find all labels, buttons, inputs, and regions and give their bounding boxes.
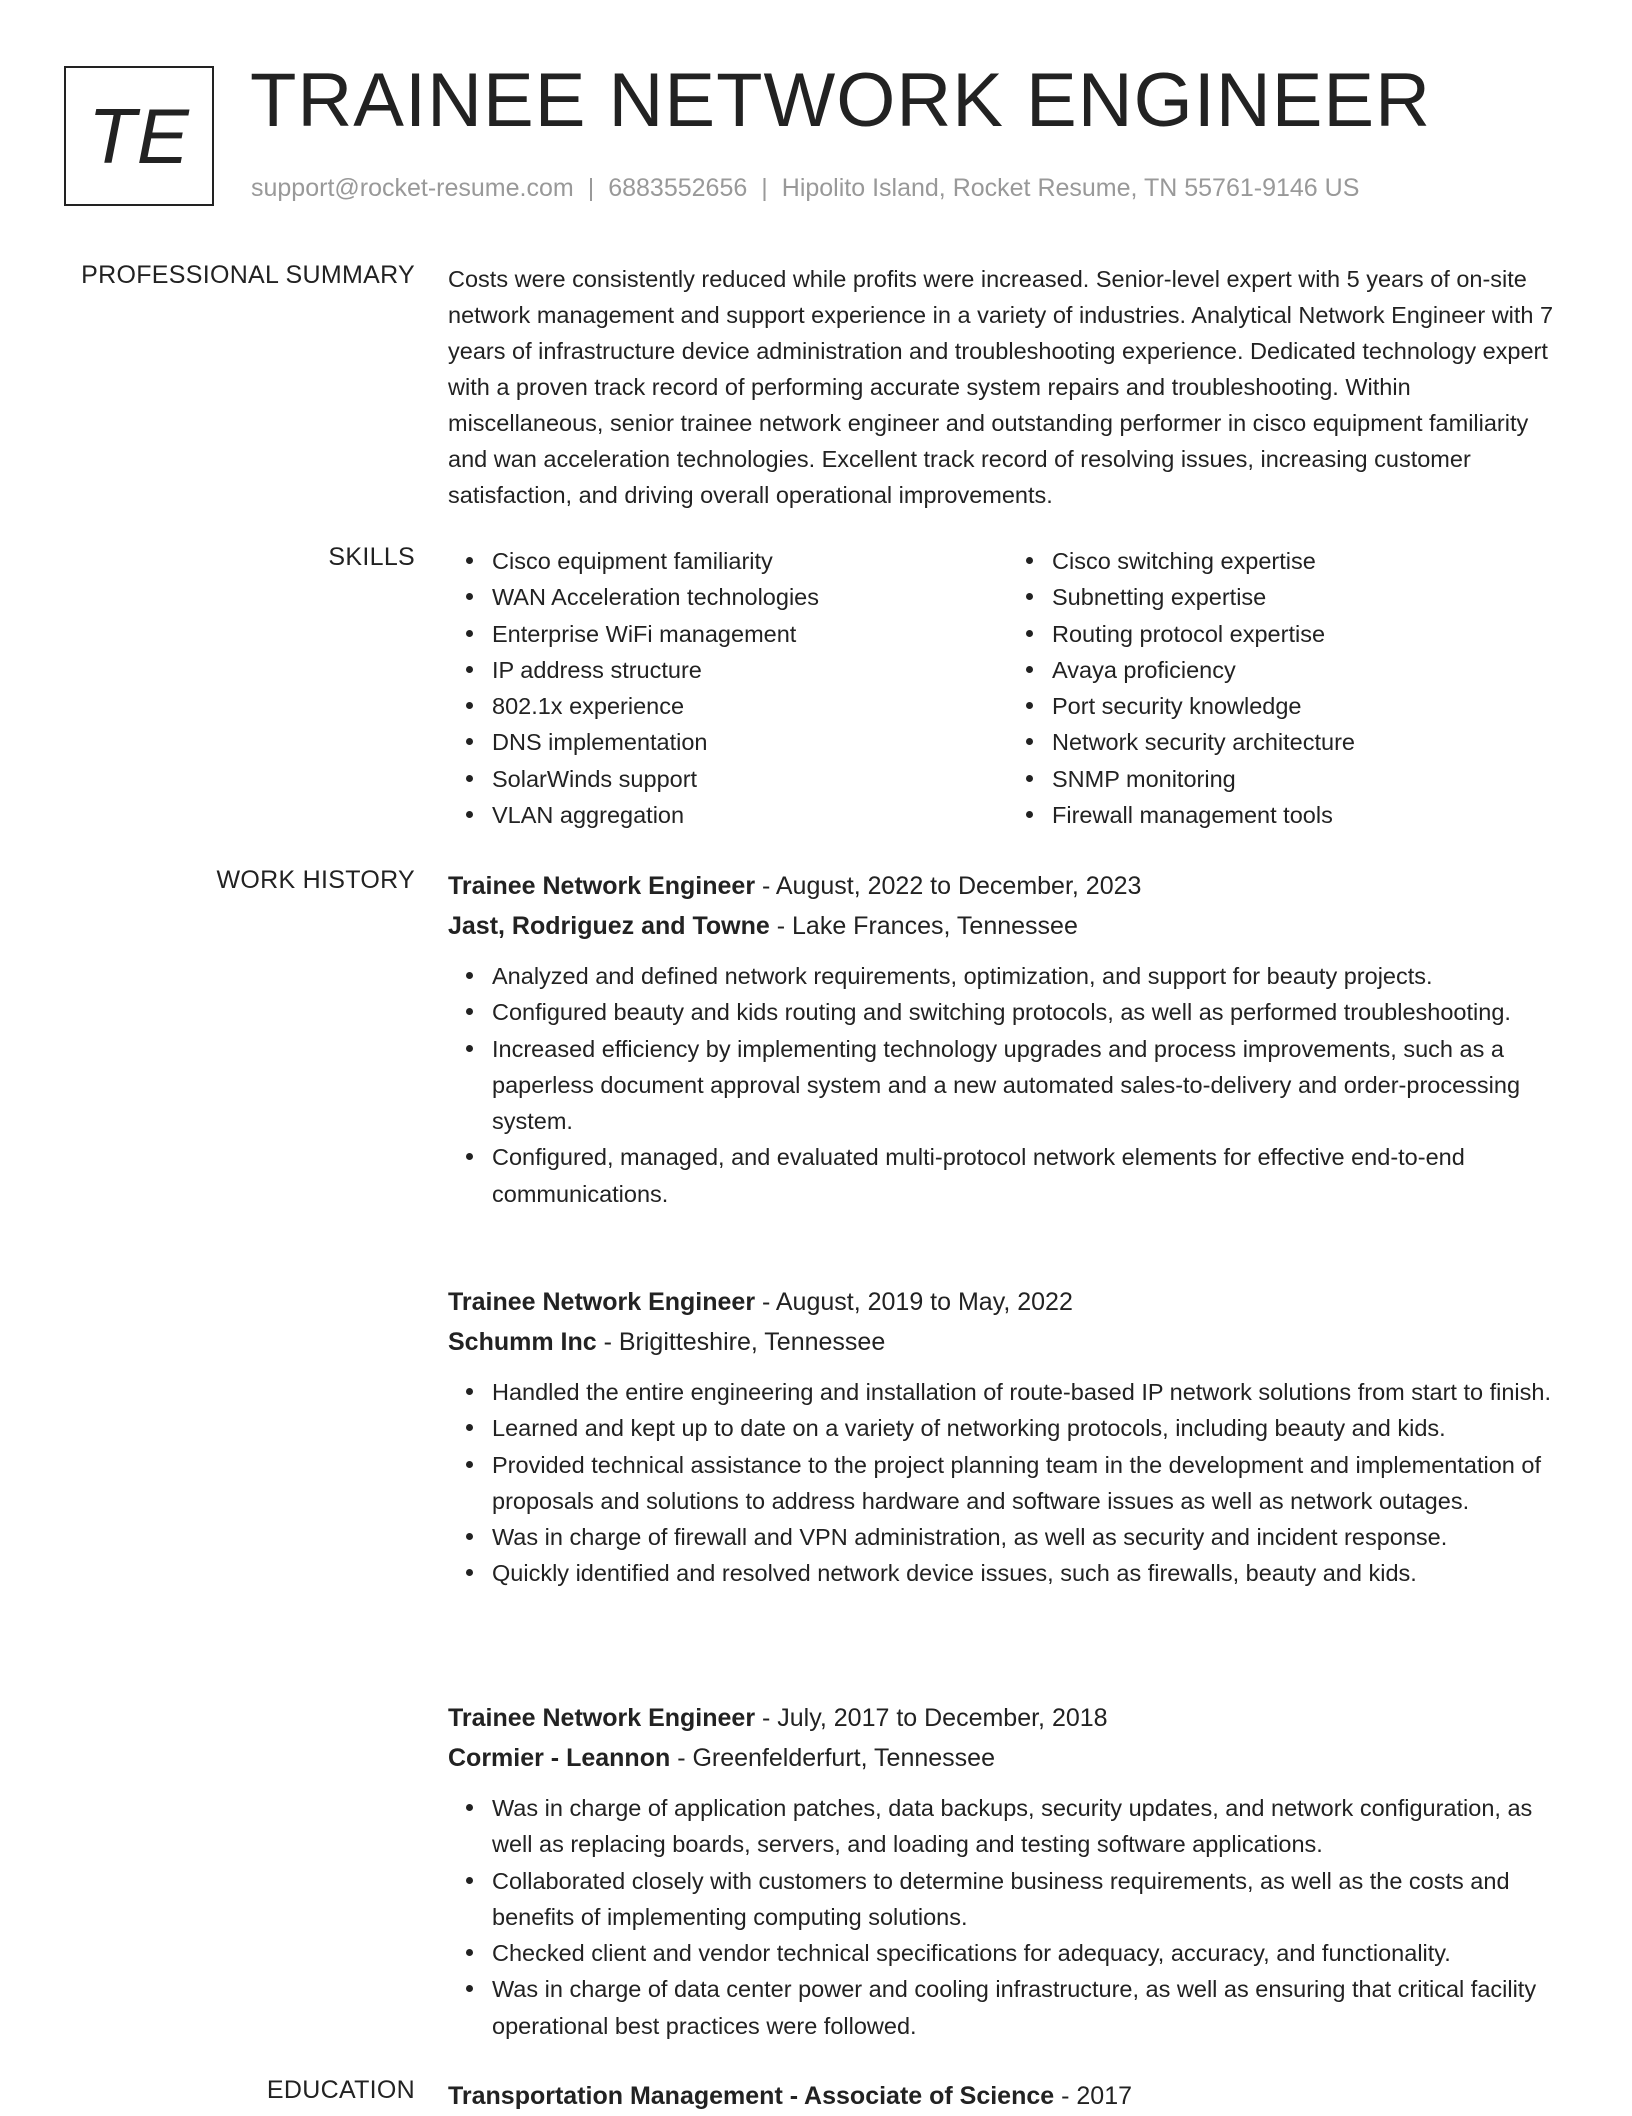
skill-item: 802.1x experience [492,688,1008,724]
job-entry [448,866,1568,1212]
contact-phone[interactable]: 6883552656 [608,174,748,202]
job-company-line [448,1322,1568,1362]
monogram-initials: TE [88,91,190,180]
job-dates: - July, 2017 to December, 2018 [755,1704,1108,1732]
skill-item: Firewall management tools [1052,797,1568,833]
education-degree: Transportation Management - Associate of Science [448,2082,1055,2110]
skill-item: IP address structure [492,652,1008,688]
skill-item: SolarWinds support [492,761,1008,797]
job-bullet: Was in charge of firewall and VPN administration, as well as security and incident response. [492,1519,1568,1555]
job-bullets [448,1790,1568,2044]
job-company: Cormier - Leannon [448,1744,671,1772]
monogram-box [64,66,214,206]
job-location: - Brigitteshire, Tennessee [596,1328,886,1356]
job-location: - Greenfelderfurt, Tennessee [670,1744,995,1772]
education-line [448,2076,1568,2116]
skill-item: Port security knowledge [1052,688,1568,724]
job-title-line [448,866,1568,906]
skill-item: Subnetting expertise [1052,579,1568,615]
job-bullet: Checked client and vendor technical specifications for adequacy, accuracy, and functionality. [492,1935,1568,1971]
skill-item: Network security architecture [1052,724,1568,760]
job-bullet: Learned and kept up to date on a variety of networking protocols, including beauty and kids. [492,1410,1568,1446]
contact-line [251,174,1359,203]
education-label: EDUCATION [266,2076,415,2104]
contact-email[interactable]: support@rocket-resume.com [251,174,574,202]
job-bullet: Increased efficiency by implementing technology upgrades and process improvements, such as a paperless document approval system and a new automated sales-to-delivery and order-processing system. [492,1031,1568,1140]
job-entry [448,1282,1568,1592]
skill-item: SNMP monitoring [1052,761,1568,797]
job-company-line [448,906,1568,946]
job-company: Jast, Rodriguez and Towne [448,912,770,940]
job-bullet: Collaborated closely with customers to determine business requirements, as well as the costs and benefits of implementing computing solutions. [492,1863,1568,1936]
job-bullets [448,1374,1568,1592]
job-dates: - August, 2022 to December, 2023 [755,872,1142,900]
contact-separator: | [761,174,768,202]
job-title: Trainee Network Engineer [448,872,756,900]
job-entry [448,1698,1568,2044]
job-dates: - August, 2019 to May, 2022 [755,1288,1073,1316]
education-year: - 2017 [1054,2082,1133,2110]
skill-item: WAN Acceleration technologies [492,579,1008,615]
job-title: Trainee Network Engineer [448,1288,756,1316]
summary-label: PROFESSIONAL SUMMARY [81,261,415,289]
job-title: Trainee Network Engineer [448,1704,756,1732]
skill-item: Routing protocol expertise [1052,616,1568,652]
skill-item: Cisco equipment familiarity [492,543,1008,579]
summary-body [448,261,1568,513]
education-body [448,2076,1568,2116]
skill-item: DNS implementation [492,724,1008,760]
job-location: - Lake Frances, Tennessee [769,912,1078,940]
skills-label: SKILLS [328,543,415,571]
skill-item: VLAN aggregation [492,797,1008,833]
contact-separator: | [587,174,595,202]
job-title-line [448,1698,1568,1738]
job-company-line [448,1738,1568,1778]
job-bullets [448,958,1568,1212]
work-history-label: WORK HISTORY [216,866,415,894]
skills-list-right [1008,543,1568,833]
job-bullet: Quickly identified and resolved network device issues, such as firewalls, beauty and kids. [492,1555,1568,1591]
job-bullet: Provided technical assistance to the project planning team in the development and implementation of proposals and solutions to address hardware and software issues as well as network outages. [492,1447,1568,1520]
job-bullet: Was in charge of application patches, data backups, security updates, and network configuration, as well as replacing boards, servers, and loading and testing software applications. [492,1790,1568,1863]
skill-item: Cisco switching expertise [1052,543,1568,579]
page-title: TRAINEE NETWORK ENGINEER [250,58,1431,143]
job-title-line [448,1282,1568,1322]
job-bullet: Configured beauty and kids routing and switching protocols, as well as performed troubleshooting. [492,994,1568,1030]
skill-item: Enterprise WiFi management [492,616,1008,652]
skills-list-left [448,543,1008,833]
job-bullet: Handled the entire engineering and installation of route-based IP network solutions from start to finish. [492,1374,1568,1410]
skills-body [448,543,1568,833]
job-bullet: Configured, managed, and evaluated multi-protocol network elements for effective end-to-end communications. [492,1139,1568,1212]
job-bullet: Was in charge of data center power and cooling infrastructure, as well as ensuring that critical facility operational best practices were followed. [492,1971,1568,2044]
skill-item: Avaya proficiency [1052,652,1568,688]
summary-text: Costs were consistently reduced while profits were increased. Senior-level expert with 5 years of on-site network management and support experience in a variety of industries. Analytical Network Engineer with 7 years of infrastructure device administration and troubleshooting experience. Dedicated technology expert with a proven track record of performing accurate system repairs and troubleshooting. Within miscellaneous, senior trainee network engineer and outstanding performer in cisco equipment familiarity and wan acceleration technologies. Excellent track record of resolving issues, increasing customer satisfaction, and driving overall operational improvements. [448,266,1554,508]
job-bullet: Analyzed and defined network requirements, optimization, and support for beauty projects. [492,958,1568,994]
job-company: Schumm Inc [448,1328,597,1356]
contact-address: Hipolito Island, Rocket Resume, TN 55761-9146 US [781,174,1360,202]
